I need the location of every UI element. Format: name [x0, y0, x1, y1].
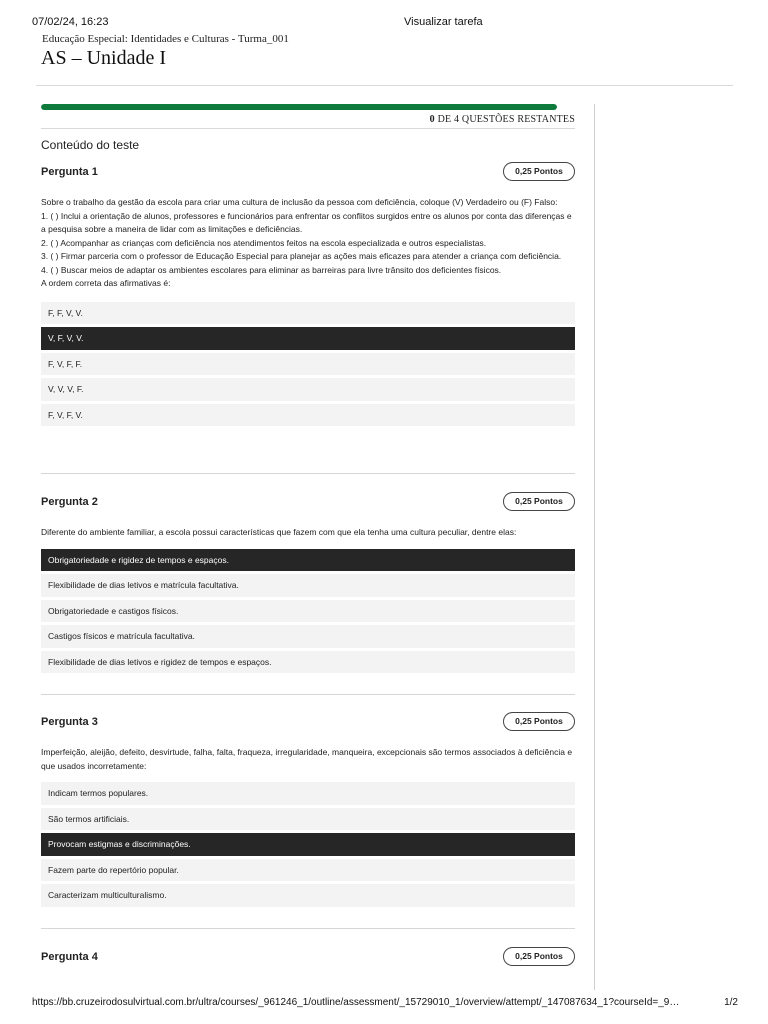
answer-option[interactable]: V, F, V, V.: [41, 327, 575, 350]
page-number: 1/2: [724, 997, 738, 1008]
question-divider: [41, 928, 575, 929]
points-badge: 0,25 Pontos: [503, 162, 575, 181]
remaining-label: DE 4 QUESTÕES RESTANTES: [437, 114, 575, 125]
question-title: Pergunta 4: [41, 951, 98, 963]
question-divider: [41, 694, 575, 695]
points-badge: 0,25 Pontos: [503, 492, 575, 511]
remaining-count: 0: [429, 114, 435, 125]
question-text-line: Imperfeição, aleijão, defeito, desvirtude, falha, falta, fraqueza, irregularidade, manqueira, excepcionais são termos associados à deficiência e que usados incorretamente:: [41, 747, 573, 771]
print-footer: [32, 997, 738, 1011]
progress-fill: [41, 104, 557, 110]
answer-options: [41, 549, 575, 674]
question-text-line: Sobre o trabalho da gestão da escola para criar uma cultura de inclusão da pessoa com deficiência, coloque (V) Verdadeiro ou (F) Falso:: [41, 197, 558, 207]
question-3: [41, 712, 575, 910]
answer-option[interactable]: F, V, F, V.: [41, 404, 575, 427]
answer-option[interactable]: São termos artificiais.: [41, 808, 575, 831]
answer-option[interactable]: Indicam termos populares.: [41, 782, 575, 805]
print-datetime: 07/02/24, 16:23: [32, 16, 109, 28]
question-4: [41, 947, 575, 969]
page-url: https://bb.cruzeirodosulvirtual.com.br/ultra/courses/_961246_1/outline/assessment/_15729010_1/overview/attempt/_147087634_1?courseId=_9…: [32, 997, 680, 1008]
question-title: Pergunta 2: [41, 496, 98, 508]
question-text-line: A ordem correta das afirmativas é:: [41, 278, 171, 288]
answer-option[interactable]: Flexibilidade de dias letivos e rigidez de tempos e espaços.: [41, 651, 575, 674]
answer-option[interactable]: Obrigatoriedade e castigos físicos.: [41, 600, 575, 623]
course-name: Educação Especial: Identidades e Culturas - Turma_001: [42, 33, 289, 45]
question-2: [41, 492, 575, 676]
question-1: [41, 162, 575, 429]
question-text: [41, 746, 575, 773]
question-text-line: Diferente do ambiente familiar, a escola possui características que fazem com que ela tenha uma cultura peculiar, dentre elas:: [41, 527, 517, 537]
print-header: [32, 16, 736, 30]
answer-option[interactable]: Obrigatoriedade e rigidez de tempos e espaços.: [41, 549, 575, 572]
answer-option[interactable]: Provocam estigmas e discriminações.: [41, 833, 575, 856]
question-text-line: 1. ( ) Inclui a orientação de alunos, professores e funcionários para enfrentar os conflitos surgidos entre os alunos por conta das diferenças e a pesquisa sobre a maneira de lidar com as limitações e deficiências.: [41, 210, 572, 234]
answer-option[interactable]: Caracterizam multiculturalismo.: [41, 884, 575, 907]
progress-bar: [41, 104, 557, 110]
answer-option[interactable]: Castigos físicos e matrícula facultativa.: [41, 625, 575, 648]
page-title: AS – Unidade I: [41, 47, 166, 69]
answer-option[interactable]: Fazem parte do repertório popular.: [41, 859, 575, 882]
points-badge: 0,25 Pontos: [503, 947, 575, 966]
answer-option[interactable]: V, V, V, F.: [41, 378, 575, 401]
answer-option[interactable]: F, V, F, F.: [41, 353, 575, 376]
answer-option[interactable]: Flexibilidade de dias letivos e matrícula facultativa.: [41, 574, 575, 597]
content-title: Conteúdo do teste: [41, 138, 140, 152]
answer-options: [41, 782, 575, 907]
question-text: [41, 526, 575, 540]
print-page-title: Visualizar tarefa: [404, 16, 483, 28]
question-text-line: 4. ( ) Buscar meios de adaptar os ambientes escolares para eliminar as barreiras para livre trânsito dos deficientes físicos.: [41, 264, 502, 275]
answer-options: [41, 302, 575, 427]
header-divider: [36, 85, 733, 86]
question-title: Pergunta 3: [41, 716, 98, 728]
question-text-line: 2. ( ) Acompanhar as crianças com deficiência nos atendimentos feitos na escola especializada e outros especialistas.: [41, 237, 487, 248]
panel-divider: [594, 104, 595, 990]
question-text: [41, 196, 575, 291]
question-title: Pergunta 1: [41, 166, 98, 178]
remaining-questions: [300, 114, 575, 125]
question-text-line: 3. ( ) Firmar parceria com o professor de Educação Especial para planejar as ações mais eficazes para atender a criança com deficiência.: [41, 251, 562, 261]
question-divider: [41, 473, 575, 474]
answer-option[interactable]: F, F, V, V.: [41, 302, 575, 325]
points-badge: 0,25 Pontos: [503, 712, 575, 731]
progress-divider: [41, 128, 575, 129]
